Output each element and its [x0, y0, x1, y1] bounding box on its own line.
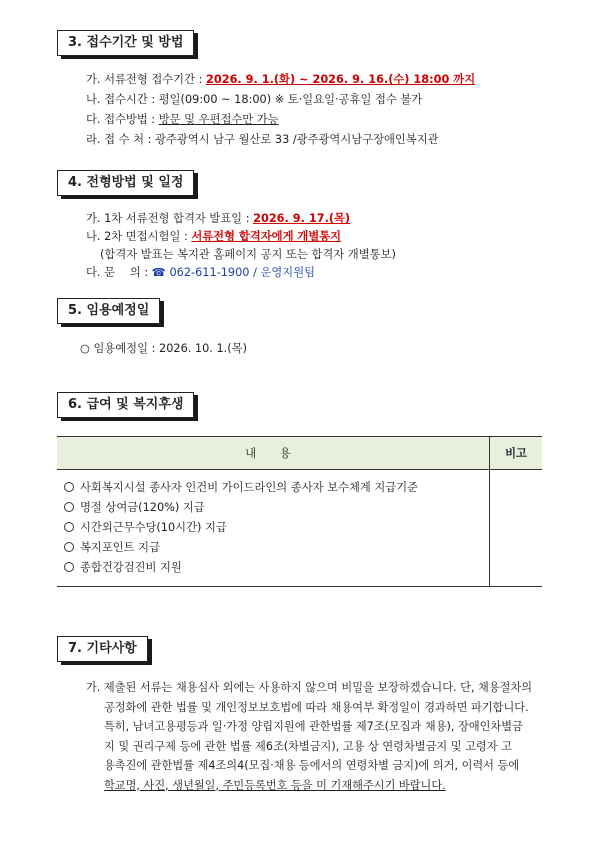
sec3-ga-value: 2026. 9. 1.(화) ~ 2026. 9. 16.(수) 18:00 까지: [205, 73, 476, 86]
sec7-line: 학교명, 사진, 생년월일, 주민등록번호 등을 미 기재해주시기 바랍니다.: [104, 778, 446, 792]
sec4-na-value: 서류전형 합격자에게 개별통지: [191, 230, 342, 243]
list-item: [58, 498, 488, 518]
benefit-list: [57, 470, 490, 587]
circle-bullet-icon: [64, 502, 74, 512]
section-7-title: 7. 기타사항: [57, 636, 148, 662]
sec7-line: 공정화에 관한 법률 및 개인정보보호법에 따라 채용여부 확정일이 경과하면 파기합니다.: [104, 700, 529, 714]
sec4-item-na: [86, 228, 341, 244]
sec3-item-ra: 라. 접 수 처 : 광주광역시 남구 월산로 33 /광주광역시남구장애인복지관: [86, 133, 439, 146]
list-item: [58, 558, 488, 578]
section-6-title: 6. 급여 및 복지후생: [57, 392, 194, 418]
circle-bullet-icon: [64, 522, 74, 532]
sec5-item: ○ 임용예정일 : 2026. 10. 1.(목): [80, 342, 247, 355]
list-item: [58, 518, 488, 538]
sec4-na-note: (합격자 발표는 복지관 홈페이지 공지 또는 합격자 개별통보): [100, 248, 396, 261]
sec7-line: 지 및 권리구제 등에 관한 법률 제6조(차별금지), 고용 상 연령차별금지 및 고령자 고: [104, 739, 512, 753]
sec7-line: 가. 제출된 서류는 채용심사 외에는 사용하지 않으며 비밀을 보장하겠습니다. 단, 채용절차의: [86, 681, 533, 694]
sec3-item-na: 나. 접수시간 : 평일(09:00 ~ 18:00) ※ 토·일요일·공휴일 접수 불가: [86, 93, 423, 106]
table-row: [57, 470, 542, 587]
sec4-da-value: ☎ 062-611-1900 / 운영지원팀: [151, 266, 316, 279]
benefit-item-text: 명절 상여금(120%) 지급: [80, 501, 205, 514]
sec3-da-value: 방문 및 우편접수만 가능: [158, 113, 279, 126]
table-header-content: 내 용: [57, 437, 490, 470]
sec7-paragraph: [86, 678, 546, 795]
circle-bullet-icon: [64, 542, 74, 552]
sec7-line: 특히, 남녀고용평등과 일·가정 양립지원에 관한법률 제7조(모집과 채용), 장애인차별금: [104, 720, 523, 733]
sec4-ga-value: 2026. 9. 17.(목): [253, 212, 351, 225]
sec3-item-da: [86, 111, 279, 127]
sec4-item-ga: [86, 210, 350, 226]
sec3-da-label: 다. 접수방법 :: [86, 113, 159, 126]
sec4-item-da: [86, 264, 315, 280]
benefit-item-text: 시간외근무수당(10시간) 지급: [80, 521, 227, 534]
sec4-ga-label: 가. 1차 서류전형 합격자 발표일 :: [86, 212, 254, 225]
table-header-note: 비고: [490, 437, 543, 470]
benefit-item-text: 사회복지시설 종사자 인건비 가이드라인의 종사자 보수체계 지급기준: [80, 481, 419, 494]
section-5-title: 5. 임용예정일: [57, 298, 160, 324]
sec3-item-ga: [86, 71, 475, 87]
sec3-ga-label: 가. 서류전형 접수기간 :: [86, 73, 206, 86]
section-4-title: 4. 전형방법 및 일정: [57, 170, 194, 196]
sec4-na-label: 나. 2차 면접시험일 :: [86, 230, 192, 243]
list-item: [58, 538, 488, 558]
benefit-table: [57, 436, 542, 587]
sec7-line: 용촉진에 관한법률 제4조의4(모집·채용 등에서의 연령차별 금지)에 의거, 이력서 등에: [104, 759, 520, 772]
table-header-row: [57, 437, 542, 470]
sec4-da-label: 다. 문 의 :: [86, 266, 152, 279]
section-3-title: 3. 접수기간 및 방법: [57, 30, 194, 56]
circle-bullet-icon: [64, 562, 74, 572]
circle-bullet-icon: [64, 482, 74, 492]
benefit-item-text: 종합건강검진비 지원: [80, 561, 182, 574]
list-item: [58, 478, 488, 498]
benefit-note-cell: [490, 470, 543, 587]
benefit-item-text: 복지포인트 지급: [80, 541, 160, 554]
